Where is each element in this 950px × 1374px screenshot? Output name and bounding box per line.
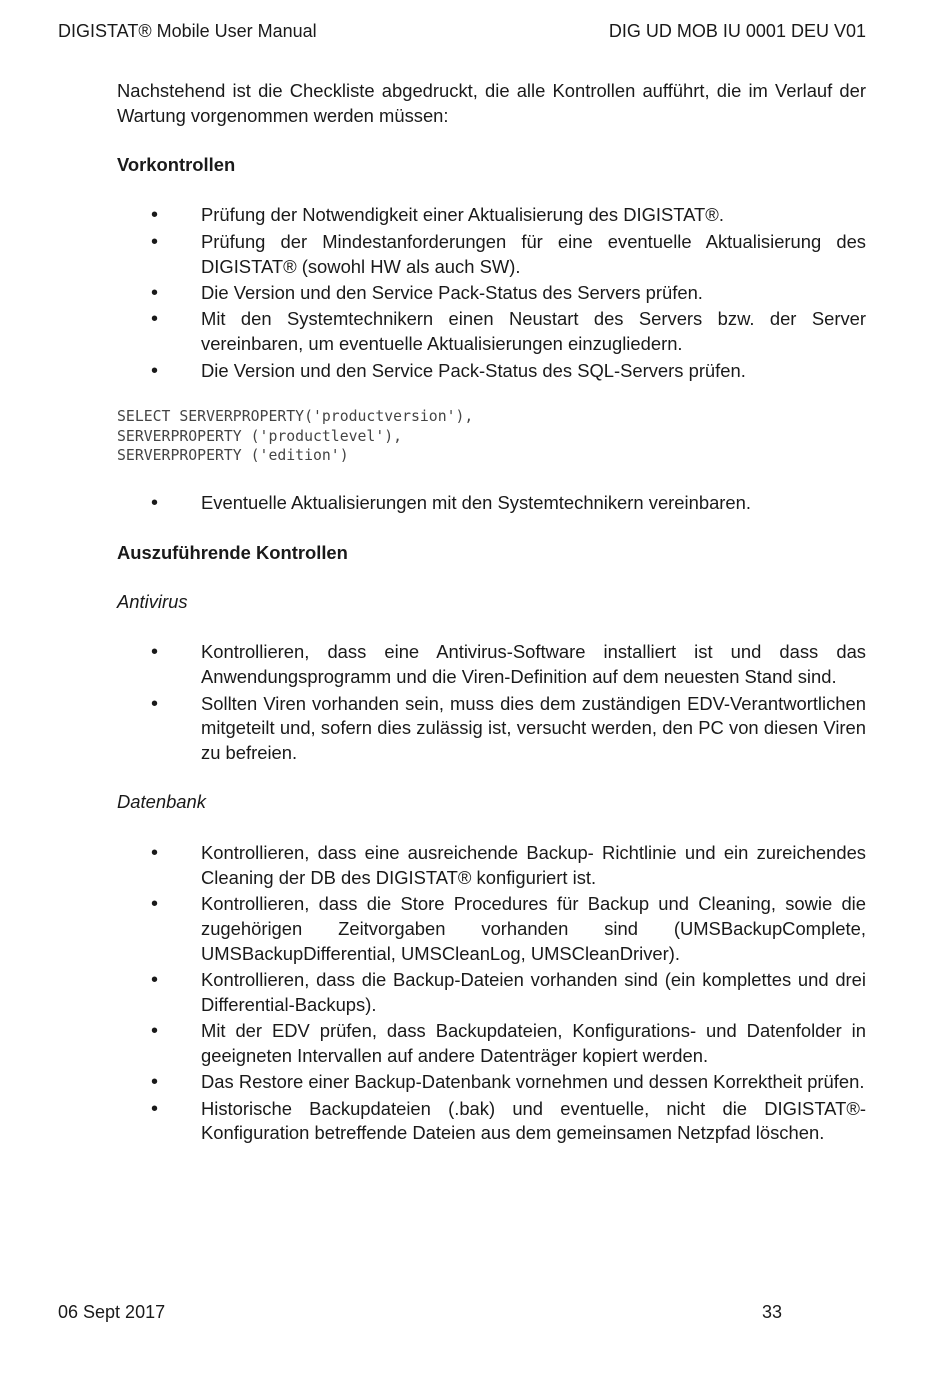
list-item: • Kontrollieren, dass die Backup-Dateien vorhanden sind (ein komplettes und drei Differential-Backups).: [117, 968, 866, 1018]
sql-code-block: [117, 407, 866, 465]
list-item: • Prüfung der Notwendigkeit einer Aktualisierung des DIGISTAT®.: [117, 203, 866, 228]
list-item: • Das Restore einer Backup-Datenbank vornehmen und dessen Korrektheit prüfen.: [117, 1070, 866, 1095]
section-heading-vorkontrollen: Vorkontrollen: [117, 153, 236, 175]
list-item: • Historische Backupdateien (.bak) und eventuelle, nicht die DIGISTAT®-Konfiguration betreffende Dateien aus dem gemeinsamen Netzpfad löschen.: [117, 1097, 866, 1147]
list-item: • Die Version und den Service Pack-Status des Servers prüfen.: [117, 281, 866, 306]
list-item: • Mit den Systemtechnikern einen Neustart des Servers bzw. der Server vereinbaren, um eventuelle Aktualisierungen einzugliedern.: [117, 307, 866, 357]
list-item: • Sollten Viren vorhanden sein, muss dies dem zuständigen EDV-Verantwortlichen mitgeteilt und, sofern dies zulässig ist, versucht werden, den PC von diesen Viren zu befreien.: [117, 692, 866, 766]
list-item: • Eventuelle Aktualisierungen mit den Systemtechnikern vereinbaren.: [117, 491, 866, 516]
header-document-code: DIG UD MOB IU 0001 DEU V01: [608, 21, 866, 41]
subsection-heading-antivirus: Antivirus: [117, 590, 188, 612]
subsection-heading-datenbank: Datenbank: [117, 790, 206, 812]
list-item: • Kontrollieren, dass eine ausreichende Backup- Richtlinie und ein zureichendes Cleaning der DB des DIGISTAT® konfiguriert ist.: [117, 841, 866, 891]
code-line: SERVERPROPERTY ('edition'): [117, 446, 349, 464]
code-line: SERVERPROPERTY ('productlevel'),: [117, 427, 403, 445]
vorkontrollen-list: [117, 203, 866, 383]
list-item: • Mit der EDV prüfen, dass Backupdateien, Konfigurations- und Datenfolder in geeigneten Intervallen auf andere Datenträger kopiert werden.: [117, 1019, 866, 1069]
section-heading-auszufuehrende-kontrollen: Auszuführende Kontrollen: [117, 541, 348, 563]
list-item: • Die Version und den Service Pack-Status des SQL-Servers prüfen.: [117, 359, 866, 384]
list-item: • Kontrollieren, dass die Store Procedures für Backup und Cleaning, sowie die zugehörigen Zeitvorgaben vorhanden sind (UMSBackupComplete, UMSBackupDifferential, UMSCleanLog, UMSCleanDriver).: [117, 892, 866, 966]
header-title: DIGISTAT® Mobile User Manual: [58, 21, 317, 41]
antivirus-list: [117, 640, 866, 766]
list-item: • Kontrollieren, dass eine Antivirus-Software installiert ist und dass das Anwendungsprogramm und die Viren-Definition auf dem neuesten Stand sind.: [117, 640, 866, 690]
list-item: • Prüfung der Mindestanforderungen für eine eventuelle Aktualisierung des DIGISTAT® (sowohl HW als auch SW).: [117, 230, 866, 280]
code-line: SELECT SERVERPROPERTY('productversion'),: [117, 408, 474, 426]
datenbank-list: [117, 841, 866, 1147]
vorkontrollen-followup-list: [117, 491, 866, 516]
page-content: [117, 79, 866, 1148]
footer-date: 06 Sept 2017: [58, 1302, 166, 1322]
intro-paragraph: Nachstehend ist die Checkliste abgedruckt, die alle Kontrollen aufführt, die im Verlauf der Wartung vorgenommen werden müssen:: [117, 80, 866, 126]
footer-page-number: 33: [762, 1302, 783, 1322]
